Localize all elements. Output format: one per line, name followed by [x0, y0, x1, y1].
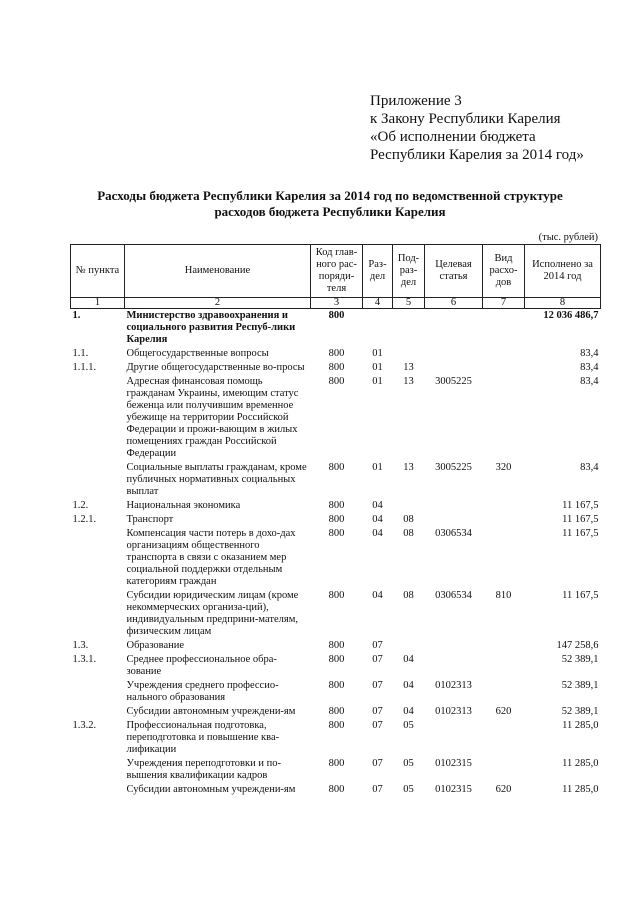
col-header-num: № пункта: [71, 245, 125, 298]
table-row: [71, 757, 601, 783]
row-name: Адресная финансовая помощь гражданам Украины, имеющим статус беженца или получившим временное убежище на территории Российской Федерации и прожи-вающим в жилых помещениях граждан Российской Федерации: [126, 376, 299, 459]
table-row: [71, 361, 601, 375]
row-number: [71, 527, 125, 589]
row-code: 800: [328, 654, 345, 665]
row-code: 800: [328, 784, 345, 795]
row-number: 1.3.2.: [72, 720, 97, 731]
col-number: 4: [363, 298, 393, 309]
row-name: Среднее профессиональное обра-зование: [126, 654, 277, 677]
row-subsection: [393, 347, 425, 361]
row-name: Субсидии автономным учреждени-ям: [126, 706, 296, 717]
row-number: 1.1.: [72, 348, 89, 359]
table-row: [71, 679, 601, 705]
row-name: Компенсация части потерь в дохо-дах организациям общественного транспорта в связи с оказанием мер социальной поддержки отдельным категориям граждан: [126, 528, 296, 587]
row-name: Учреждения переподготовки и по-вышения квалификации кадров: [126, 758, 281, 781]
row-kind: [483, 499, 525, 513]
row-kind: [483, 639, 525, 653]
row-number: [71, 375, 125, 461]
title-line-2: расходов бюджета Республики Карелия: [214, 204, 446, 219]
row-number: 1.2.: [72, 500, 89, 511]
row-subsection: 08: [403, 528, 414, 539]
row-name: Учреждения среднего профессио-нального образования: [126, 680, 279, 703]
row-subsection: [393, 639, 425, 653]
row-code: 800: [328, 462, 345, 473]
row-value: 52 389,1: [561, 706, 599, 717]
row-value: 11 167,5: [562, 514, 599, 525]
row-kind: [483, 679, 525, 705]
row-value: 52 389,1: [561, 680, 599, 691]
row-code: 800: [328, 514, 345, 525]
col-header-kind: Вид расхо-дов: [483, 245, 525, 298]
col-header-name: Наименование: [125, 245, 311, 298]
col-header-target: Целевая статья: [425, 245, 483, 298]
row-kind: [483, 309, 525, 348]
row-code: 800: [328, 310, 345, 321]
row-subsection: 04: [403, 706, 414, 717]
row-value: 11 285,0: [562, 758, 599, 769]
row-name: Субсидии юридическим лицам (кроме некоммерческих организа-ций), индивидуальным предприни-мателям, физическим лицам: [126, 590, 299, 637]
row-number: [71, 783, 125, 797]
row-section: 04: [372, 514, 383, 525]
row-target: [425, 347, 483, 361]
row-target: 0306534: [435, 590, 472, 601]
table-row: [71, 461, 601, 499]
row-code: 800: [328, 758, 345, 769]
table-row: [71, 347, 601, 361]
row-name: Профессиональная подготовка, переподготовка и повышение ква-лификации: [126, 720, 280, 755]
table-row: [71, 375, 601, 461]
row-number: [71, 757, 125, 783]
row-number: 1.: [72, 310, 81, 321]
row-subsection: 05: [403, 720, 414, 731]
row-subsection: 05: [403, 784, 414, 795]
row-number: [71, 705, 125, 719]
row-value: 12 036 486,7: [543, 310, 599, 321]
row-name: Общегосударственные вопросы: [126, 348, 269, 359]
table-header-row: [71, 245, 601, 298]
row-target: [425, 361, 483, 375]
row-section: 01: [372, 462, 383, 473]
row-number: [71, 461, 125, 499]
row-section: 04: [372, 500, 383, 511]
row-code: 800: [328, 500, 345, 511]
row-target: 0102315: [435, 758, 472, 769]
row-kind: 810: [495, 590, 512, 601]
row-target: 0306534: [435, 528, 472, 539]
row-value: 52 389,1: [561, 654, 599, 665]
row-number: 1.1.1.: [72, 362, 97, 373]
row-code: 800: [328, 640, 345, 651]
row-subsection: 08: [403, 590, 414, 601]
col-number: 7: [483, 298, 525, 309]
row-value: 11 167,5: [562, 590, 599, 601]
row-name: Субсидии автономным учреждени-ям: [126, 784, 296, 795]
row-kind: 620: [495, 706, 512, 717]
row-kind: [483, 653, 525, 679]
row-section: 07: [372, 706, 383, 717]
row-value: 11 167,5: [562, 528, 599, 539]
table-row: [71, 719, 601, 757]
row-section: 07: [372, 784, 383, 795]
row-kind: [483, 719, 525, 757]
row-number: [71, 589, 125, 639]
row-code: 800: [328, 348, 345, 359]
row-section: 07: [372, 680, 383, 691]
table-row: [71, 309, 601, 348]
col-number: 3: [311, 298, 363, 309]
row-subsection: 05: [403, 758, 414, 769]
col-number: 8: [525, 298, 601, 309]
row-section: 01: [372, 376, 383, 387]
col-header-value: Исполнено за 2014 год: [525, 245, 601, 298]
row-subsection: 04: [403, 654, 414, 665]
units-label: (тыс. рублей): [538, 232, 598, 243]
row-value: 11 167,5: [562, 500, 599, 511]
row-target: 3005225: [435, 462, 472, 473]
row-target: [425, 719, 483, 757]
appendix-line: «Об исполнении бюджета: [370, 129, 536, 145]
row-value: 11 285,0: [562, 784, 599, 795]
row-section: 07: [372, 654, 383, 665]
row-section: 07: [372, 720, 383, 731]
col-number: 2: [125, 298, 311, 309]
row-value: 83,4: [580, 376, 599, 387]
row-kind: 320: [495, 462, 512, 473]
table-row: [71, 783, 601, 797]
row-target: [425, 499, 483, 513]
table-row: [71, 499, 601, 513]
row-name: Другие общегосударственные во-просы: [126, 362, 305, 373]
row-section: [363, 309, 393, 348]
row-kind: [483, 375, 525, 461]
row-code: 800: [328, 720, 345, 731]
col-number: 6: [425, 298, 483, 309]
row-subsection: [393, 309, 425, 348]
row-code: 800: [328, 706, 345, 717]
row-subsection: 08: [403, 514, 414, 525]
row-target: [425, 513, 483, 527]
row-name: Социальные выплаты гражданам, кроме публичных нормативных социальных выплат: [126, 462, 307, 497]
row-code: 800: [328, 680, 345, 691]
col-header-code: Код глав-ного рас-поряди-теля: [311, 245, 363, 298]
col-number: 5: [393, 298, 425, 309]
row-section: 04: [372, 528, 383, 539]
col-header-section: Раз-дел: [363, 245, 393, 298]
row-value: 11 285,0: [562, 720, 599, 731]
table-row: [71, 527, 601, 589]
appendix-note: [370, 92, 584, 164]
title-line-1: Расходы бюджета Республики Карелия за 2014 год по ведомственной структуре: [97, 188, 563, 203]
row-kind: [483, 527, 525, 589]
row-code: 800: [328, 362, 345, 373]
row-value: 83,4: [580, 462, 599, 473]
table-row: [71, 513, 601, 527]
appendix-line: к Закону Республики Карелия: [370, 111, 561, 127]
row-number: 1.3.: [72, 640, 89, 651]
row-value: 83,4: [580, 362, 599, 373]
row-target: 3005225: [435, 376, 472, 387]
table-row: [71, 705, 601, 719]
row-subsection: 04: [403, 680, 414, 691]
table-row: [71, 653, 601, 679]
row-kind: [483, 361, 525, 375]
row-section: 01: [372, 348, 383, 359]
row-target: 0102315: [435, 784, 472, 795]
row-code: 800: [328, 590, 345, 601]
row-target: 0102313: [435, 706, 472, 717]
table-row: [71, 639, 601, 653]
row-section: 07: [372, 758, 383, 769]
row-target: [425, 309, 483, 348]
row-subsection: [393, 499, 425, 513]
row-code: 800: [328, 528, 345, 539]
row-number: 1.3.1.: [72, 654, 97, 665]
row-number: [71, 679, 125, 705]
appendix-line: Республики Карелия за 2014 год»: [370, 147, 584, 163]
row-value: 83,4: [580, 348, 599, 359]
row-code: 800: [328, 376, 345, 387]
table-body: [71, 309, 601, 798]
row-subsection: 13: [403, 376, 414, 387]
row-kind: [483, 757, 525, 783]
document-title: [60, 188, 600, 220]
table-row: [71, 589, 601, 639]
row-name: Образование: [126, 640, 185, 651]
row-target: 0102313: [435, 680, 472, 691]
col-number: 1: [71, 298, 125, 309]
row-target: [425, 639, 483, 653]
row-section: 04: [372, 590, 383, 601]
row-name: Транспорт: [126, 514, 174, 525]
col-header-subsection: Под-раз-дел: [393, 245, 425, 298]
row-number: 1.2.1.: [72, 514, 97, 525]
row-name: Национальная экономика: [126, 500, 241, 511]
row-section: 07: [372, 640, 383, 651]
row-target: [425, 653, 483, 679]
row-kind: 620: [495, 784, 512, 795]
row-kind: [483, 513, 525, 527]
row-section: 01: [372, 362, 383, 373]
row-value: 147 258,6: [556, 640, 599, 651]
row-name: Министерство здравоохранения и социального развития Респуб-лики Карелия: [126, 310, 296, 345]
column-number-row: [71, 298, 601, 309]
appendix-line: Приложение 3: [370, 93, 462, 109]
budget-table: [70, 244, 601, 797]
row-subsection: 13: [403, 462, 414, 473]
row-kind: [483, 347, 525, 361]
row-subsection: 13: [403, 362, 414, 373]
